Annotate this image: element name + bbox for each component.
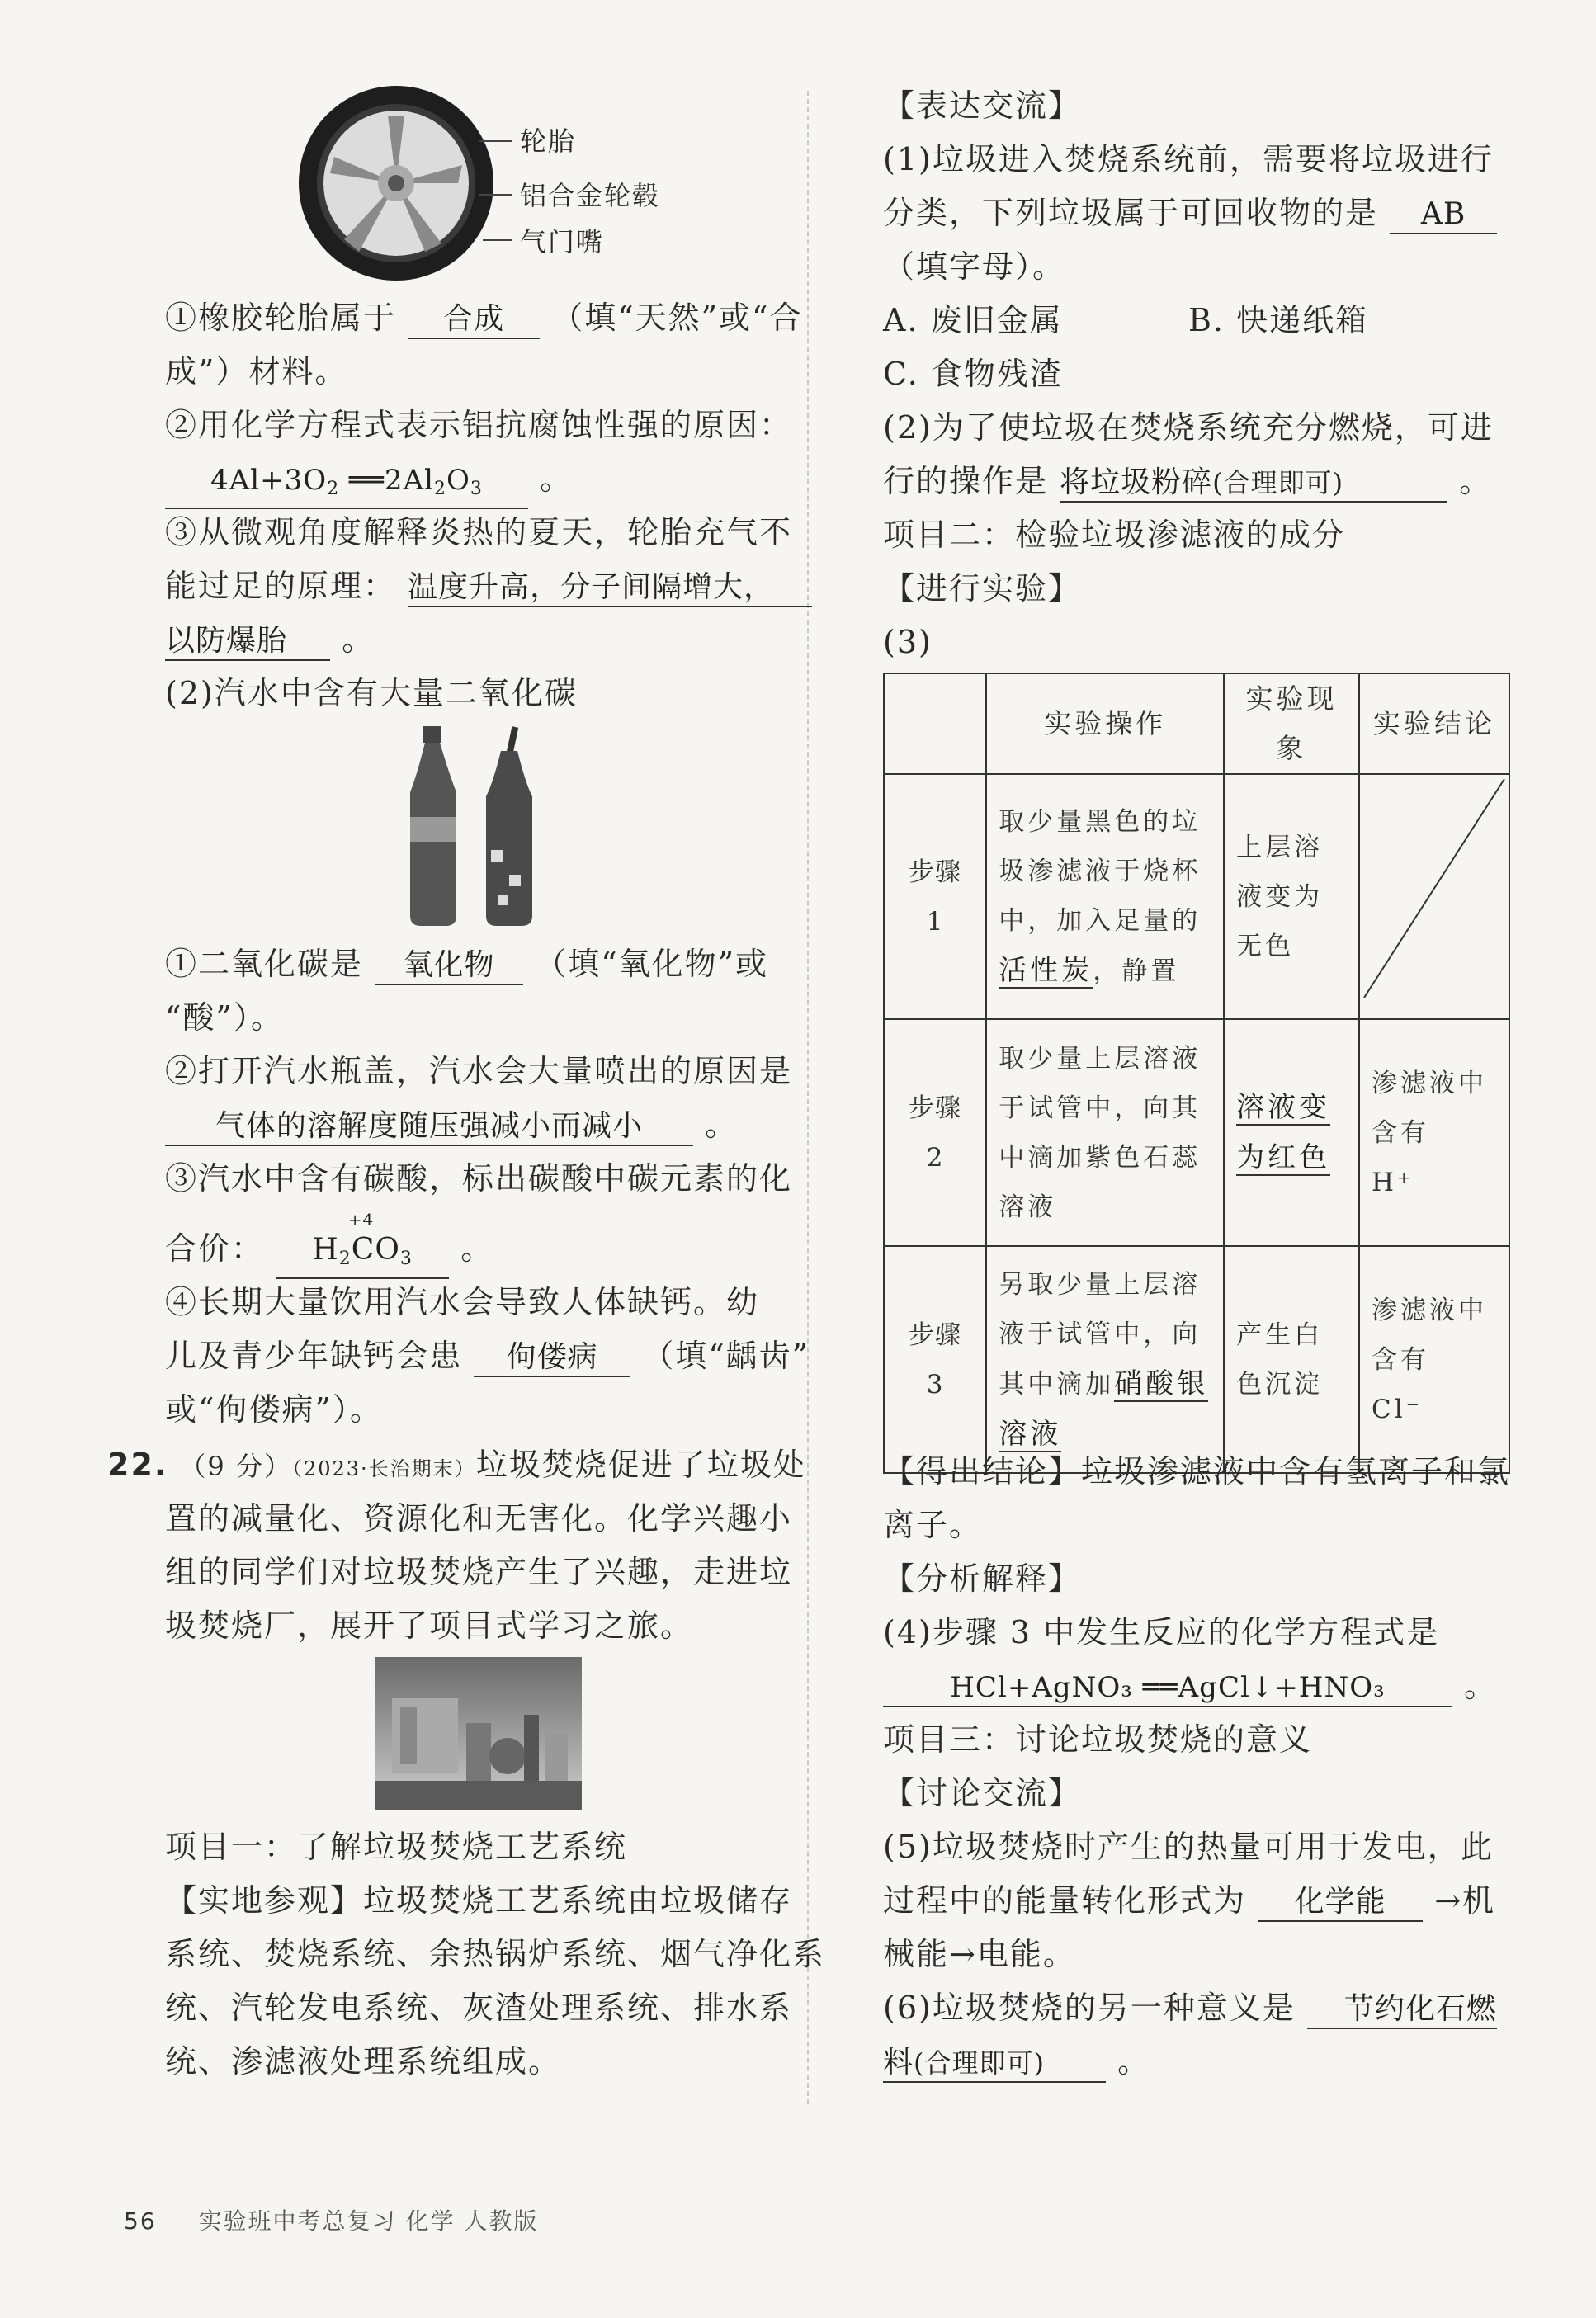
period: 。 [1459,463,1493,499]
table-header: 实验操作 [986,673,1224,774]
book-title: 实验班中考总复习 化学 人教版 [198,2207,539,2235]
q1-3-line3 [165,621,375,661]
q4-answer-line [883,1667,1497,1707]
period: 。 [1117,2043,1151,2080]
step-phenomenon: 上层溶液变为无色 [1224,774,1359,1019]
period: 。 [342,621,375,658]
q1-1-hint: （填“天然”或“合 [551,300,803,336]
q1-3-line2 [165,567,812,607]
q1-b [883,194,1497,234]
q1-a: (1)垃圾进入焚烧系统前，需要将垃圾进行 [883,141,1494,177]
option-b: B. 快递纸箱 [1188,302,1369,338]
q2-2: ②打开汽水瓶盖，汽水会大量喷出的原因是 [165,1053,793,1089]
q22-text-line3: 组的同学们对垃圾焚烧产生了兴趣，走进垃 [165,1554,793,1590]
step3-answer: 硝酸银溶液 [999,1367,1209,1451]
step-operation: 取少量黑色的垃圾渗滤液于烧杯中，加入足量的活性炭，静置 [986,774,1224,1019]
project-three: 项目三：讨论垃圾焚烧的意义 [883,1721,1313,1758]
q4-answer: HCl+AgNO₃ ══AgCl↓+HNO₃ [883,1669,1452,1707]
q5-b-text: 过程中的能量转化形式为 [883,1882,1247,1919]
q2-3-text: 合价： [165,1230,265,1267]
q2-1-cont: “酸”）。 [165,999,284,1036]
period: 。 [705,1107,739,1143]
q2-4: ④长期大量饮用汽水会导致人体缺钙。幼 [165,1284,760,1320]
step-label: 步骤 3 [884,1246,986,1473]
q6-text: (6)垃圾焚烧的另一种意义是 [883,1990,1296,2026]
q2-2-answer: 气体的溶解度随压强减小而减小 [165,1108,693,1146]
tire-label-hub: 铝合金轮毂 [520,180,661,211]
incineration-plant-photo [375,1657,582,1810]
q2-4-answer: 佝偻病 [474,1339,630,1377]
step-conclusion: 渗滤液中含有 Cl⁻ [1359,1246,1509,1473]
question-points: （9 分） [179,1451,292,1482]
q1-c: （填字母）。 [883,248,1066,285]
project-two: 项目二：检验垃圾渗滤液的成分 [883,517,1346,553]
visit-text-3: 统、汽轮发电系统、灰渣处理系统、排水系 [165,1990,793,2026]
q2-4-text: 儿及青少年缺钙会患 [165,1338,463,1374]
step-operation: 另取少量上层溶液于试管中，向其中滴加硝酸银溶液 [986,1246,1224,1473]
q2-3: ③汽水中含有碳酸，标出碳酸中碳元素的化 [165,1160,793,1197]
tire-label-tire: 轮胎 [520,125,577,157]
project-one: 项目一：了解垃圾焚烧工艺系统 [165,1829,628,1865]
q5-a: (5)垃圾焚烧时产生的热量可用于发电，此 [883,1829,1494,1865]
q2-2-answer-line [165,1106,738,1146]
q2-4-cont: 或“佝偻病”）。 [165,1391,383,1428]
q1-1-answer: 合成 [408,301,540,339]
q1-2-answer-line [165,460,573,509]
q1-3-answer: 温度升高，分子间隔增大， [408,569,812,607]
q2-heading: (2)汽水中含有大量二氧化碳 [165,675,578,711]
period: 。 [460,1230,494,1267]
question-source: （2023·长治期末） [291,1457,476,1480]
diagonal-slash [1360,775,1509,1002]
q6-line2 [883,2042,1150,2083]
leader-line [483,239,512,241]
q1-3-answer-cont: 以防爆胎 [165,623,330,661]
q1-1-cont: 成”）材料。 [165,353,348,389]
leader-line [479,140,512,142]
q22-text: 垃圾焚烧促进了垃圾处 [475,1447,806,1483]
q1-2: ②用化学方程式表示铝抗腐蚀性强的原因： [165,407,793,443]
table-row [884,1246,1509,1473]
q5-c: 械能→电能。 [883,1936,1076,1972]
q5-b-arrow: →机 [1434,1882,1496,1919]
column-divider [807,91,809,2104]
table-row [884,1019,1509,1246]
step-conclusion-empty [1359,774,1509,1019]
conclusion-2: 离子。 [883,1507,983,1543]
visit-text-1: 【实地参观】垃圾焚烧工艺系统由垃圾储存 [165,1882,793,1919]
table-header-blank [884,673,986,774]
q1-1 [165,299,802,339]
tire-figure [293,83,508,285]
option-c: C. 食物残渣 [883,356,1063,392]
q1-3-text: 能过足的原理： [165,568,397,604]
discuss-heading: 【讨论交流】 [883,1775,1082,1811]
page-footer [124,2203,538,2236]
experiment-heading: 【进行实验】 [883,570,1082,607]
step1-answer: 活性炭 [999,954,1093,987]
q2-4-hint: （填“龋齿” [642,1338,810,1374]
q4: (4)步骤 3 中发生反应的化学方程式是 [883,1614,1440,1650]
q1-2-answer: $4Al+3O_2$ $══2Al_2O_3$ [165,462,528,509]
q2-1-hint: （填“氧化物”或 [535,946,769,982]
q2-1-answer: 氧化物 [375,947,523,985]
step-phenomenon [1224,1019,1359,1246]
q6-answer-cont: 料(合理即可) [883,2045,1106,2083]
q2-a: (2)为了使垃圾在焚烧系统充分燃烧，可进 [883,409,1494,446]
q1-b-answer: AB [1390,196,1497,234]
soda-bottles-figure [400,726,565,928]
period: 。 [1464,1668,1498,1704]
question-number: 22. [107,1447,168,1483]
q22-header [107,1446,806,1488]
q2-b-answer: 将垃圾粉碎(合理即可) [1060,465,1447,503]
q2-b-text: 行的操作是 [883,463,1049,499]
leader-line [479,194,512,196]
express-heading: 【表达交流】 [883,87,1082,124]
q2-1 [165,945,768,985]
q1-1-text: ①橡胶轮胎属于 [165,300,397,336]
q1-b-text: 分类，下列垃圾属于可回收物的是 [883,195,1379,231]
table-header: 实验结论 [1359,673,1509,774]
conclusion-1: 【得出结论】垃圾渗滤液中含有氢离子和氯 [883,1453,1511,1489]
q6 [883,1989,1497,2029]
step-operation: 取少量上层溶液于试管中，向其中滴加紫色石蕊溶液 [986,1019,1224,1246]
visit-text-4: 统、渗滤液处理系统组成。 [165,2043,562,2080]
page-number: 56 [124,2207,157,2235]
table-header-row [884,673,1509,774]
tire-label-valve: 气门嘴 [520,226,605,257]
q2-3-answer: $H_2C$ +4 $O_3$ [276,1232,449,1279]
q2-b [883,462,1492,503]
q5-b-answer: 化学能 [1258,1884,1423,1922]
table-header: 实验现象 [1224,673,1359,774]
step-label: 步骤 2 [884,1019,986,1246]
visit-text-2: 系统、焚烧系统、余热锅炉系统、烟气净化系 [165,1936,826,1972]
step-label: 步骤 1 [884,774,986,1019]
q3-label: (3) [883,624,933,660]
experiment-table [883,673,1510,1474]
q6-answer: 节约化石燃 [1307,1991,1497,2029]
option-a: A. 废旧金属 [883,302,1063,338]
q22-text-line4: 圾焚烧厂，展开了项目式学习之旅。 [165,1607,694,1644]
step-phenomenon: 产生白色沉淀 [1224,1246,1359,1473]
q22-text-line2: 置的减量化、资源化和无害化。化学兴趣小 [165,1500,793,1537]
q5-b [883,1881,1495,1922]
q1-3: ③从微观角度解释炎热的夏天，轮胎充气不 [165,514,793,550]
period: 。 [540,460,574,497]
q2-1-text: ①二氧化碳是 [165,946,364,982]
analysis-heading: 【分析解释】 [883,1560,1082,1597]
q2-3-line2 [165,1210,494,1279]
q2-4-line2 [165,1337,810,1377]
step2-answer: 溶液变为红色 [1236,1090,1331,1174]
table-row [884,774,1509,1019]
step-conclusion: 渗滤液中含有 H⁺ [1359,1019,1509,1246]
